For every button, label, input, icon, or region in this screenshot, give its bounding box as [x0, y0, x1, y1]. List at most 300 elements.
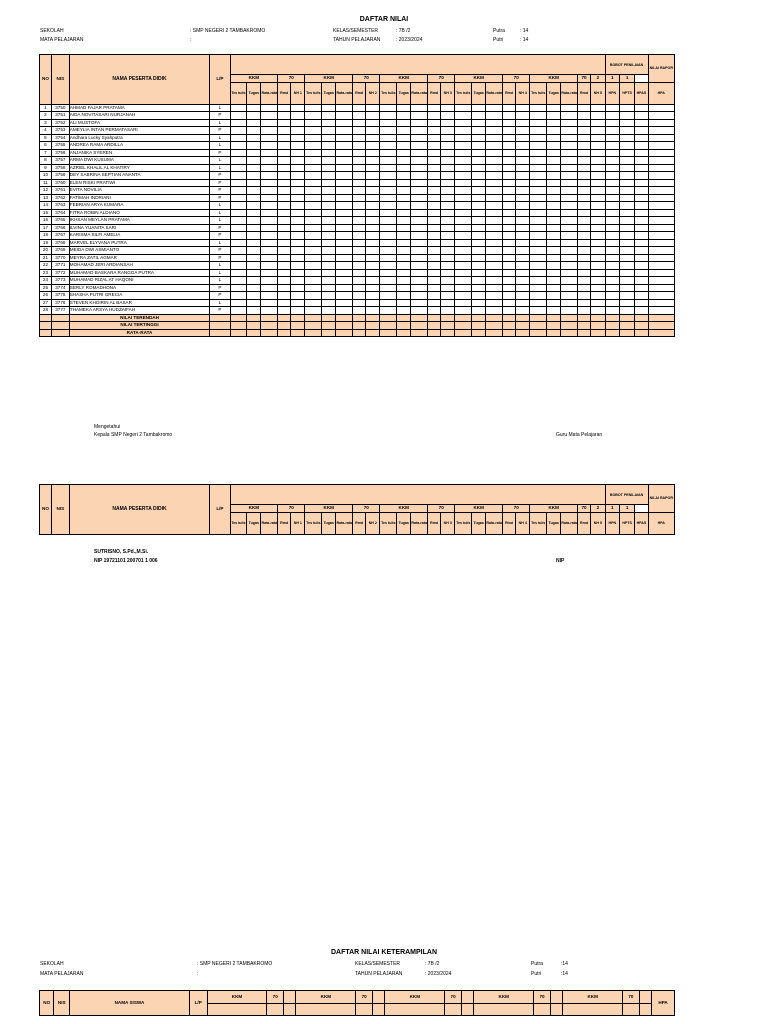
grade-cell[interactable]: [455, 157, 472, 165]
grade-cell[interactable]: [605, 224, 619, 232]
grade-cell[interactable]: [322, 277, 336, 285]
grade-cell[interactable]: [472, 172, 486, 180]
grade-cell[interactable]: [411, 164, 428, 172]
grade-cell[interactable]: [336, 307, 353, 315]
grade-cell[interactable]: [261, 254, 278, 262]
grade-cell[interactable]: [322, 292, 336, 300]
grade-cell[interactable]: [455, 224, 472, 232]
grade-cell[interactable]: [503, 269, 516, 277]
grade-cell[interactable]: [648, 172, 675, 180]
grade-cell[interactable]: [230, 112, 247, 120]
grade-cell[interactable]: [577, 157, 590, 165]
grade-cell[interactable]: [591, 157, 606, 165]
grade-cell[interactable]: [619, 134, 634, 142]
grade-cell[interactable]: [472, 292, 486, 300]
grade-cell[interactable]: [516, 232, 530, 240]
grade-cell[interactable]: [322, 142, 336, 150]
grade-cell[interactable]: [291, 149, 305, 157]
grade-cell[interactable]: [516, 134, 530, 142]
grade-cell[interactable]: [486, 269, 503, 277]
grade-cell[interactable]: [648, 104, 675, 112]
grade-cell[interactable]: [577, 164, 590, 172]
grade-cell[interactable]: [278, 232, 291, 240]
grade-cell[interactable]: [486, 157, 503, 165]
grade-cell[interactable]: [261, 299, 278, 307]
grade-cell[interactable]: [619, 202, 634, 210]
grade-cell[interactable]: [591, 142, 606, 150]
grade-cell[interactable]: [648, 202, 675, 210]
grade-cell[interactable]: [486, 299, 503, 307]
grade-cell[interactable]: [397, 119, 411, 127]
grade-cell[interactable]: [486, 149, 503, 157]
grade-cell[interactable]: [397, 269, 411, 277]
grade-cell[interactable]: [455, 262, 472, 270]
grade-cell[interactable]: [503, 157, 516, 165]
grade-cell[interactable]: [441, 307, 455, 315]
grade-cell[interactable]: [591, 224, 606, 232]
grade-cell[interactable]: [455, 172, 472, 180]
grade-cell[interactable]: [503, 134, 516, 142]
grade-cell[interactable]: [635, 262, 648, 270]
grade-cell[interactable]: [336, 187, 353, 195]
grade-cell[interactable]: [635, 277, 648, 285]
grade-cell[interactable]: [648, 224, 675, 232]
grade-cell[interactable]: [455, 209, 472, 217]
grade-cell[interactable]: [561, 127, 578, 135]
grade-cell[interactable]: [503, 142, 516, 150]
grade-cell[interactable]: [353, 187, 366, 195]
grade-cell[interactable]: [247, 254, 261, 262]
grade-cell[interactable]: [261, 209, 278, 217]
grade-cell[interactable]: [635, 202, 648, 210]
grade-cell[interactable]: [486, 224, 503, 232]
grade-cell[interactable]: [411, 202, 428, 210]
grade-cell[interactable]: [455, 142, 472, 150]
grade-cell[interactable]: [380, 239, 397, 247]
grade-cell[interactable]: [503, 202, 516, 210]
grade-cell[interactable]: [503, 224, 516, 232]
grade-cell[interactable]: [411, 239, 428, 247]
grade-cell[interactable]: [305, 127, 322, 135]
grade-cell[interactable]: [648, 254, 675, 262]
grade-cell[interactable]: [247, 179, 261, 187]
grade-cell[interactable]: [455, 119, 472, 127]
grade-cell[interactable]: [230, 299, 247, 307]
grade-cell[interactable]: [230, 307, 247, 315]
grade-cell[interactable]: [397, 277, 411, 285]
grade-cell[interactable]: [547, 224, 561, 232]
grade-cell[interactable]: [322, 247, 336, 255]
grade-cell[interactable]: [619, 254, 634, 262]
grade-cell[interactable]: [577, 269, 590, 277]
grade-cell[interactable]: [472, 104, 486, 112]
grade-cell[interactable]: [605, 284, 619, 292]
grade-cell[interactable]: [530, 112, 547, 120]
grade-cell[interactable]: [322, 134, 336, 142]
grade-cell[interactable]: [278, 247, 291, 255]
grade-cell[interactable]: [291, 262, 305, 270]
grade-cell[interactable]: [428, 299, 441, 307]
grade-cell[interactable]: [291, 292, 305, 300]
grade-cell[interactable]: [380, 112, 397, 120]
grade-cell[interactable]: [577, 127, 590, 135]
grade-cell[interactable]: [648, 134, 675, 142]
grade-cell[interactable]: [411, 119, 428, 127]
grade-cell[interactable]: [577, 142, 590, 150]
grade-cell[interactable]: [486, 217, 503, 225]
grade-cell[interactable]: [605, 217, 619, 225]
grade-cell[interactable]: [530, 232, 547, 240]
grade-cell[interactable]: [503, 112, 516, 120]
grade-cell[interactable]: [619, 187, 634, 195]
grade-cell[interactable]: [591, 104, 606, 112]
grade-cell[interactable]: [635, 187, 648, 195]
grade-cell[interactable]: [441, 224, 455, 232]
grade-cell[interactable]: [530, 209, 547, 217]
grade-cell[interactable]: [411, 209, 428, 217]
grade-cell[interactable]: [397, 217, 411, 225]
grade-cell[interactable]: [648, 247, 675, 255]
grade-cell[interactable]: [322, 232, 336, 240]
grade-cell[interactable]: [561, 269, 578, 277]
grade-cell[interactable]: [336, 179, 353, 187]
grade-cell[interactable]: [561, 142, 578, 150]
grade-cell[interactable]: [530, 254, 547, 262]
grade-cell[interactable]: [516, 164, 530, 172]
grade-cell[interactable]: [366, 187, 380, 195]
grade-cell[interactable]: [261, 217, 278, 225]
grade-cell[interactable]: [366, 119, 380, 127]
grade-cell[interactable]: [397, 224, 411, 232]
grade-cell[interactable]: [472, 179, 486, 187]
grade-cell[interactable]: [516, 224, 530, 232]
grade-cell[interactable]: [648, 284, 675, 292]
grade-cell[interactable]: [455, 217, 472, 225]
grade-cell[interactable]: [428, 247, 441, 255]
grade-cell[interactable]: [619, 247, 634, 255]
grade-cell[interactable]: [591, 209, 606, 217]
grade-cell[interactable]: [411, 232, 428, 240]
grade-cell[interactable]: [591, 149, 606, 157]
grade-cell[interactable]: [547, 172, 561, 180]
grade-cell[interactable]: [428, 232, 441, 240]
grade-cell[interactable]: [230, 292, 247, 300]
grade-cell[interactable]: [516, 269, 530, 277]
grade-cell[interactable]: [547, 232, 561, 240]
grade-cell[interactable]: [278, 277, 291, 285]
grade-cell[interactable]: [547, 127, 561, 135]
grade-cell[interactable]: [486, 292, 503, 300]
grade-cell[interactable]: [336, 202, 353, 210]
grade-cell[interactable]: [428, 112, 441, 120]
grade-cell[interactable]: [247, 194, 261, 202]
grade-cell[interactable]: [516, 172, 530, 180]
grade-cell[interactable]: [455, 164, 472, 172]
grade-cell[interactable]: [411, 157, 428, 165]
grade-cell[interactable]: [261, 292, 278, 300]
grade-cell[interactable]: [516, 307, 530, 315]
grade-cell[interactable]: [278, 164, 291, 172]
grade-cell[interactable]: [380, 127, 397, 135]
grade-cell[interactable]: [472, 299, 486, 307]
grade-cell[interactable]: [366, 269, 380, 277]
grade-cell[interactable]: [428, 164, 441, 172]
grade-cell[interactable]: [516, 112, 530, 120]
grade-cell[interactable]: [230, 277, 247, 285]
grade-cell[interactable]: [353, 217, 366, 225]
grade-cell[interactable]: [322, 239, 336, 247]
grade-cell[interactable]: [547, 292, 561, 300]
grade-cell[interactable]: [441, 217, 455, 225]
grade-cell[interactable]: [336, 239, 353, 247]
grade-cell[interactable]: [278, 127, 291, 135]
grade-cell[interactable]: [577, 254, 590, 262]
grade-cell[interactable]: [516, 194, 530, 202]
grade-cell[interactable]: [247, 299, 261, 307]
grade-cell[interactable]: [561, 134, 578, 142]
grade-cell[interactable]: [561, 247, 578, 255]
grade-cell[interactable]: [605, 262, 619, 270]
grade-cell[interactable]: [397, 202, 411, 210]
grade-cell[interactable]: [635, 179, 648, 187]
grade-cell[interactable]: [261, 104, 278, 112]
grade-cell[interactable]: [441, 262, 455, 270]
grade-cell[interactable]: [353, 269, 366, 277]
grade-cell[interactable]: [397, 142, 411, 150]
grade-cell[interactable]: [605, 179, 619, 187]
grade-cell[interactable]: [635, 142, 648, 150]
grade-cell[interactable]: [503, 179, 516, 187]
grade-cell[interactable]: [530, 239, 547, 247]
grade-cell[interactable]: [428, 187, 441, 195]
grade-cell[interactable]: [605, 104, 619, 112]
grade-cell[interactable]: [353, 292, 366, 300]
grade-cell[interactable]: [353, 307, 366, 315]
grade-cell[interactable]: [336, 224, 353, 232]
grade-cell[interactable]: [305, 202, 322, 210]
grade-cell[interactable]: [291, 232, 305, 240]
grade-cell[interactable]: [380, 232, 397, 240]
grade-cell[interactable]: [230, 104, 247, 112]
grade-cell[interactable]: [336, 269, 353, 277]
grade-cell[interactable]: [577, 149, 590, 157]
grade-cell[interactable]: [291, 187, 305, 195]
grade-cell[interactable]: [366, 164, 380, 172]
grade-cell[interactable]: [591, 164, 606, 172]
grade-cell[interactable]: [503, 217, 516, 225]
grade-cell[interactable]: [230, 269, 247, 277]
grade-cell[interactable]: [648, 299, 675, 307]
grade-cell[interactable]: [577, 217, 590, 225]
grade-cell[interactable]: [441, 157, 455, 165]
grade-cell[interactable]: [530, 134, 547, 142]
grade-cell[interactable]: [577, 292, 590, 300]
grade-cell[interactable]: [516, 284, 530, 292]
grade-cell[interactable]: [278, 187, 291, 195]
grade-cell[interactable]: [411, 134, 428, 142]
grade-cell[interactable]: [230, 119, 247, 127]
grade-cell[interactable]: [411, 307, 428, 315]
grade-cell[interactable]: [619, 284, 634, 292]
grade-cell[interactable]: [619, 194, 634, 202]
grade-cell[interactable]: [353, 127, 366, 135]
grade-cell[interactable]: [547, 262, 561, 270]
grade-cell[interactable]: [530, 194, 547, 202]
grade-cell[interactable]: [486, 209, 503, 217]
grade-cell[interactable]: [441, 119, 455, 127]
grade-cell[interactable]: [547, 104, 561, 112]
grade-cell[interactable]: [530, 157, 547, 165]
grade-cell[interactable]: [486, 277, 503, 285]
grade-cell[interactable]: [380, 262, 397, 270]
grade-cell[interactable]: [547, 254, 561, 262]
grade-cell[interactable]: [530, 224, 547, 232]
grade-cell[interactable]: [530, 142, 547, 150]
grade-cell[interactable]: [577, 209, 590, 217]
grade-cell[interactable]: [619, 277, 634, 285]
grade-cell[interactable]: [230, 134, 247, 142]
grade-cell[interactable]: [648, 217, 675, 225]
grade-cell[interactable]: [605, 254, 619, 262]
grade-cell[interactable]: [486, 254, 503, 262]
grade-cell[interactable]: [635, 209, 648, 217]
grade-cell[interactable]: [441, 232, 455, 240]
grade-cell[interactable]: [619, 292, 634, 300]
grade-cell[interactable]: [530, 179, 547, 187]
grade-cell[interactable]: [428, 224, 441, 232]
grade-cell[interactable]: [366, 224, 380, 232]
grade-cell[interactable]: [230, 142, 247, 150]
grade-cell[interactable]: [247, 232, 261, 240]
grade-cell[interactable]: [561, 232, 578, 240]
grade-cell[interactable]: [648, 239, 675, 247]
grade-cell[interactable]: [247, 157, 261, 165]
grade-cell[interactable]: [397, 262, 411, 270]
grade-cell[interactable]: [428, 194, 441, 202]
grade-cell[interactable]: [336, 127, 353, 135]
grade-cell[interactable]: [648, 194, 675, 202]
grade-cell[interactable]: [455, 292, 472, 300]
grade-cell[interactable]: [353, 232, 366, 240]
grade-cell[interactable]: [591, 127, 606, 135]
grade-cell[interactable]: [561, 157, 578, 165]
grade-cell[interactable]: [441, 292, 455, 300]
grade-cell[interactable]: [397, 299, 411, 307]
grade-cell[interactable]: [428, 239, 441, 247]
grade-cell[interactable]: [305, 254, 322, 262]
grade-cell[interactable]: [397, 239, 411, 247]
grade-cell[interactable]: [605, 134, 619, 142]
grade-cell[interactable]: [380, 164, 397, 172]
grade-cell[interactable]: [322, 149, 336, 157]
grade-cell[interactable]: [648, 292, 675, 300]
grade-cell[interactable]: [472, 217, 486, 225]
grade-cell[interactable]: [366, 142, 380, 150]
grade-cell[interactable]: [503, 247, 516, 255]
grade-cell[interactable]: [291, 104, 305, 112]
grade-cell[interactable]: [261, 134, 278, 142]
grade-cell[interactable]: [278, 179, 291, 187]
grade-cell[interactable]: [455, 194, 472, 202]
grade-cell[interactable]: [261, 164, 278, 172]
grade-cell[interactable]: [547, 164, 561, 172]
grade-cell[interactable]: [428, 142, 441, 150]
grade-cell[interactable]: [619, 112, 634, 120]
grade-cell[interactable]: [561, 217, 578, 225]
grade-cell[interactable]: [577, 112, 590, 120]
grade-cell[interactable]: [530, 247, 547, 255]
grade-cell[interactable]: [547, 149, 561, 157]
grade-cell[interactable]: [428, 134, 441, 142]
grade-cell[interactable]: [428, 277, 441, 285]
grade-cell[interactable]: [530, 262, 547, 270]
grade-cell[interactable]: [247, 247, 261, 255]
grade-cell[interactable]: [577, 232, 590, 240]
grade-cell[interactable]: [428, 172, 441, 180]
grade-cell[interactable]: [278, 112, 291, 120]
grade-cell[interactable]: [591, 254, 606, 262]
grade-cell[interactable]: [455, 247, 472, 255]
grade-cell[interactable]: [561, 104, 578, 112]
grade-cell[interactable]: [516, 277, 530, 285]
grade-cell[interactable]: [455, 187, 472, 195]
grade-cell[interactable]: [291, 134, 305, 142]
grade-cell[interactable]: [530, 104, 547, 112]
grade-cell[interactable]: [455, 149, 472, 157]
grade-cell[interactable]: [561, 224, 578, 232]
grade-cell[interactable]: [230, 239, 247, 247]
grade-cell[interactable]: [561, 292, 578, 300]
grade-cell[interactable]: [441, 299, 455, 307]
grade-cell[interactable]: [261, 112, 278, 120]
grade-cell[interactable]: [561, 172, 578, 180]
grade-cell[interactable]: [530, 202, 547, 210]
grade-cell[interactable]: [455, 239, 472, 247]
grade-cell[interactable]: [428, 119, 441, 127]
grade-cell[interactable]: [441, 187, 455, 195]
grade-cell[interactable]: [516, 149, 530, 157]
grade-cell[interactable]: [441, 127, 455, 135]
grade-cell[interactable]: [591, 299, 606, 307]
grade-cell[interactable]: [247, 284, 261, 292]
grade-cell[interactable]: [291, 224, 305, 232]
grade-cell[interactable]: [619, 209, 634, 217]
grade-cell[interactable]: [428, 307, 441, 315]
grade-cell[interactable]: [619, 262, 634, 270]
grade-cell[interactable]: [635, 247, 648, 255]
grade-cell[interactable]: [380, 254, 397, 262]
grade-cell[interactable]: [441, 239, 455, 247]
grade-cell[interactable]: [486, 202, 503, 210]
grade-cell[interactable]: [503, 299, 516, 307]
grade-cell[interactable]: [472, 149, 486, 157]
grade-cell[interactable]: [441, 202, 455, 210]
grade-cell[interactable]: [353, 209, 366, 217]
grade-cell[interactable]: [530, 172, 547, 180]
grade-cell[interactable]: [547, 299, 561, 307]
grade-cell[interactable]: [486, 164, 503, 172]
grade-cell[interactable]: [591, 262, 606, 270]
grade-cell[interactable]: [261, 262, 278, 270]
grade-cell[interactable]: [380, 142, 397, 150]
grade-cell[interactable]: [516, 187, 530, 195]
grade-cell[interactable]: [261, 277, 278, 285]
grade-cell[interactable]: [591, 269, 606, 277]
grade-cell[interactable]: [648, 277, 675, 285]
grade-cell[interactable]: [547, 307, 561, 315]
grade-cell[interactable]: [547, 134, 561, 142]
grade-cell[interactable]: [322, 179, 336, 187]
